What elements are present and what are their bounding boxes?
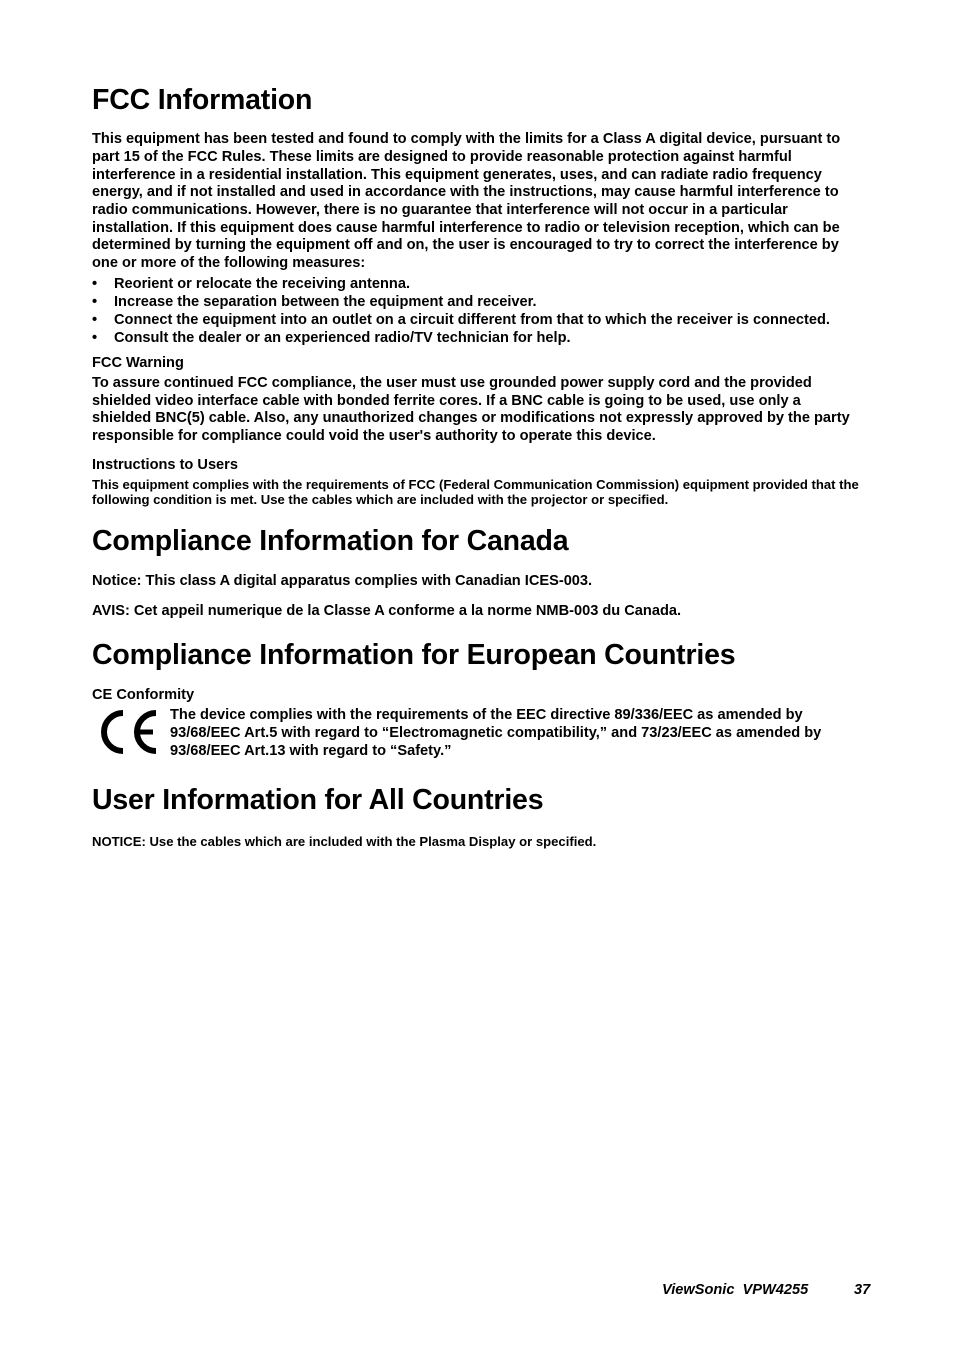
canada-notice: Notice: This class A digital apparatus complies with Canadian ICES-003. <box>92 572 593 589</box>
canada-title: Compliance Information for Canada <box>92 524 569 557</box>
fcc-title: FCC Information <box>92 84 313 116</box>
user-info-title: User Information for All Countries <box>92 784 544 817</box>
fcc-warning-heading: FCC Warning <box>92 355 184 372</box>
bullet: • <box>92 275 98 292</box>
fcc-measures-list <box>92 276 862 347</box>
instructions-text: This equipment complies with the requirements of FCC (Federal Communication Commission) equipment provided that the following condition is met. Use the cables which are included with the projector or specified. <box>92 476 859 507</box>
ce-conformity-heading: CE Conformity <box>92 687 195 704</box>
page-number: 37 <box>854 1282 871 1298</box>
list-item: • Connect the equipment into an outlet on a circuit different from that to which the receiver is connected. <box>92 311 830 328</box>
bullet: • <box>92 293 98 310</box>
document-page <box>92 0 862 851</box>
list-item: • Reorient or relocate the receiving antenna. <box>92 275 411 292</box>
bullet: • <box>92 329 98 346</box>
canada-avis: AVIS: Cet appeil numerique de la Classe A conforme a la norme NMB-003 du Canada. <box>92 603 682 620</box>
ce-conformity-text: The device complies with the requirements of the EEC directive 89/336/EEC as amended by 93/68/EEC Art.5 with regard to “Electromagnetic compatibility,” and 73/23/EEC as amended by 93/68/EEC Art.13 with regard to “Safety.” <box>170 707 822 760</box>
bullet: • <box>92 311 98 328</box>
ce-mark-icon <box>96 707 158 762</box>
list-item: • Consult the dealer or an experienced radio/TV technician for help. <box>92 329 571 346</box>
europe-title: Compliance Information for European Countries <box>92 639 736 672</box>
user-info-notice: NOTICE: Use the cables which are included with the Plasma Display or specified. <box>92 834 597 850</box>
fcc-warning-text: To assure continued FCC compliance, the user must use grounded power supply cord and the provided shielded video interface cable with bonded ferrite cores. If a BNC cable is going to be used, use only a shielded BNC(5) cable. Also, any unauthorized changes or modifications not expressly approved by the party responsible for compliance could void the user's authority to operate this device. <box>92 375 850 445</box>
ce-conformity-block <box>92 706 862 760</box>
fcc-intro-paragraph: This equipment has been tested and found to comply with the limits for a Class A digital device, pursuant to part 15 of the FCC Rules. These limits are designed to provide reasonable protection against harmful interference in a residential installation. This equipment generates, uses, and can radiate radio frequency energy, and if not installed and used in accordance with the instructions, may cause harmful interference to radio communications. However, there is no guarantee that interference will not occur in a particular installation. If this equipment does cause harmful interference to radio or television reception, which can be determined by turning the equipment off and on, the user is encouraged to try to correct the interference by one or more of the following measures: <box>92 131 841 272</box>
instructions-heading: Instructions to Users <box>92 456 238 473</box>
footer-brand-model: ViewSonic VPW4255 <box>662 1282 809 1298</box>
list-item: • Increase the separation between the equipment and receiver. <box>92 293 537 310</box>
